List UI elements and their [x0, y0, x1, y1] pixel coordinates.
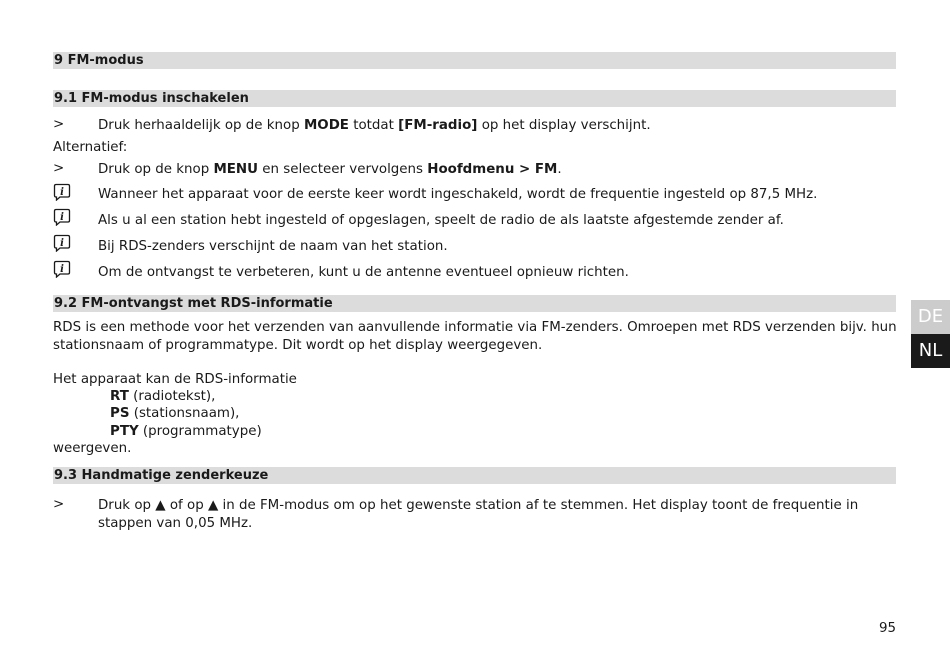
rds-outro: weergeven. [53, 441, 132, 456]
menu-label: MENU [213, 162, 259, 177]
hoofdmenu-label: Hoofdmenu > FM [427, 162, 558, 177]
info-note: Om de ontvangst te verbeteren, kunt u de antenne eventueel opnieuw richten. [98, 265, 629, 280]
rds-abbr: PS [110, 406, 130, 421]
page-number: 95 [878, 621, 896, 636]
step-marker: > [53, 497, 65, 512]
rds-item-ps [110, 405, 239, 423]
svg-text:i: i [60, 187, 64, 198]
step-mode-button [98, 117, 651, 135]
step-text: op het display verschijnt. [477, 118, 651, 133]
rds-abbr: PTY [110, 424, 139, 439]
info-icon [53, 260, 71, 278]
arrow-up-icon: ▲ [207, 498, 219, 513]
section-heading-9-2: 9.2 FM-ontvangst met RDS-informatie [53, 295, 896, 312]
step-text: Druk herhaaldelijk op de knop [98, 118, 304, 133]
step-text: . [557, 162, 562, 177]
svg-text:i: i [60, 238, 64, 249]
step-tune [98, 497, 858, 515]
step-marker: > [53, 161, 65, 176]
info-icon [53, 234, 71, 252]
language-tab-de[interactable]: DE [911, 300, 950, 334]
step-text: Druk op de knop [98, 162, 214, 177]
alternative-label: Alternatief: [53, 140, 128, 155]
rds-item-rt [110, 388, 215, 406]
step-menu-button [98, 161, 562, 179]
rds-intro-line-2: stationsnaam of programmatype. Dit wordt op het display weergegeven. [53, 338, 543, 353]
info-icon [53, 208, 71, 226]
info-icon [53, 183, 71, 201]
section-heading-9-1: 9.1 FM-modus inschakelen [53, 90, 896, 107]
step-text: of op [165, 498, 208, 513]
svg-text:i: i [60, 212, 64, 223]
rds-desc: (radiotekst), [128, 389, 216, 404]
step-tune-line-2: stappen van 0,05 MHz. [98, 516, 253, 531]
arrow-up-icon: ▲ [155, 498, 166, 513]
info-note: Als u al een station hebt ingesteld of opgeslagen, speelt de radio de als laatste afgestemde zender af. [98, 213, 784, 228]
language-tab-nl[interactable]: NL [911, 334, 950, 368]
step-text: Druk op [98, 498, 156, 513]
rds-desc: (programmatype) [138, 424, 262, 439]
section-heading-9: 9 FM-modus [53, 52, 896, 69]
step-text: en selecteer vervolgens [258, 162, 428, 177]
rds-abbr: RT [110, 389, 129, 404]
rds-list-intro: Het apparaat kan de RDS-informatie [53, 372, 297, 387]
rds-intro-line-1: RDS is een methode voor het verzenden van aanvullende informatie via FM-zenders. Omroepen met RDS verzenden bijv. hun [53, 320, 897, 335]
fm-radio-label: [FM-radio] [398, 118, 478, 133]
info-note: Bij RDS-zenders verschijnt de naam van het station. [98, 239, 448, 254]
rds-desc: (stationsnaam), [129, 406, 240, 421]
rds-item-pty [110, 423, 262, 441]
step-text: totdat [348, 118, 399, 133]
section-heading-9-3: 9.3 Handmatige zenderkeuze [53, 467, 896, 484]
svg-text:i: i [60, 264, 64, 275]
mode-label: MODE [303, 118, 349, 133]
step-marker: > [53, 117, 65, 132]
step-text: in de FM-modus om op het gewenste station af te stemmen. Het display toont de frequentie in [218, 498, 859, 513]
info-note: Wanneer het apparaat voor de eerste keer wordt ingeschakeld, wordt de frequentie ingesteld op 87,5 MHz. [98, 187, 818, 202]
